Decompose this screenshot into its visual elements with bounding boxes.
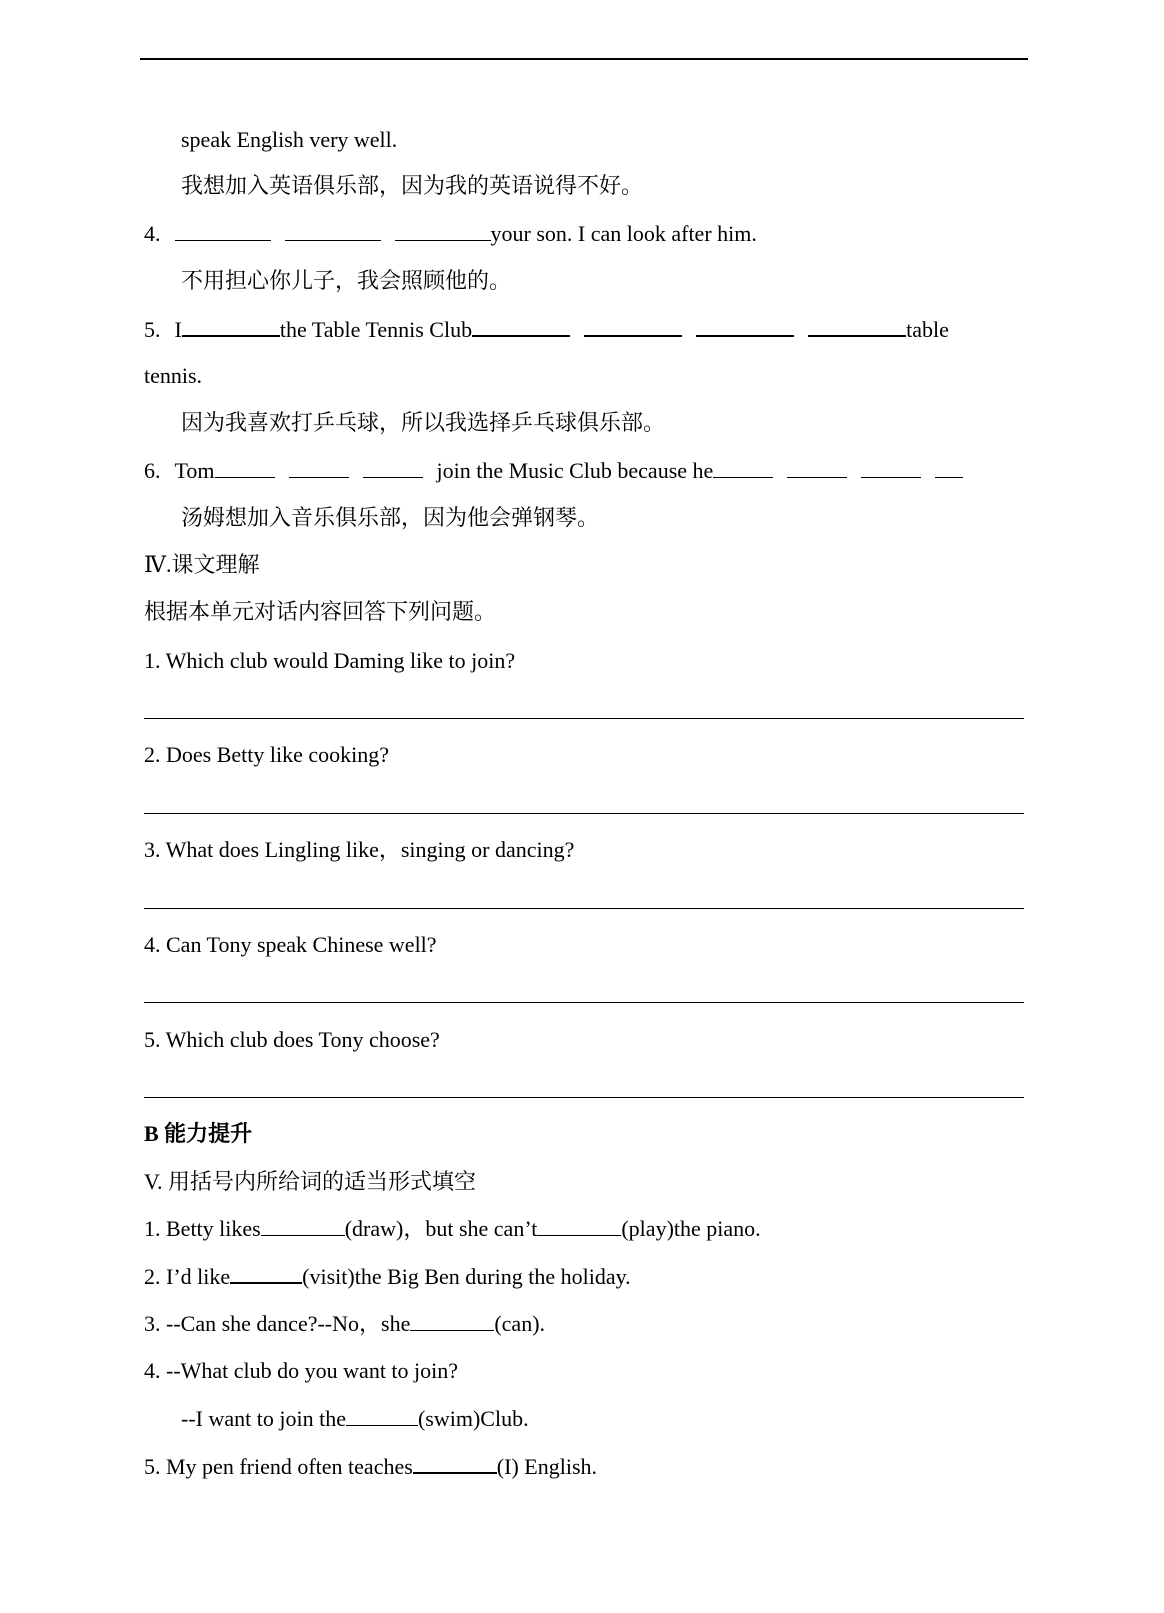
comprehension-question: 3. What does Lingling like，singing or dancing? [144,837,575,862]
blank[interactable] [787,459,847,478]
question-5: 5. I the Table Tennis Club table [144,317,949,342]
sentence-line: speak English very well. [181,127,398,152]
header-rule [140,58,1028,60]
fill-question-2: 2. I’d like (visit)the Big Ben during the holiday. [144,1264,631,1289]
section-v-title: V. 用括号内所给词的适当形式填空 [144,1169,477,1194]
answer-line[interactable] [144,813,1024,814]
blank[interactable] [363,459,423,478]
blank[interactable] [346,1407,418,1426]
translation-line: 因为我喜欢打乒乓球，所以我选择乒乓球俱乐部。 [181,410,666,435]
blank[interactable] [413,1454,497,1474]
section-iv-instructions: 根据本单元对话内容回答下列问题。 [144,599,497,624]
blank[interactable] [175,222,271,241]
blank[interactable] [861,459,921,478]
blank[interactable] [808,317,906,337]
section-b-title: B 能力提升 [144,1121,253,1146]
blank[interactable] [696,317,794,337]
translation-line: 不用担心你儿子，我会照顾他的。 [181,268,512,293]
blank[interactable] [713,459,773,478]
comprehension-question: 5. Which club does Tony choose? [144,1027,440,1052]
question-4: 4. your son. I can look after him. [144,221,757,246]
fill-question-4: 4. --What club do you want to join? [144,1358,459,1383]
answer-line[interactable] [144,718,1024,719]
fill-question-5: 5. My pen friend often teaches (I) English. [144,1454,597,1479]
blank[interactable] [472,317,570,337]
answer-line[interactable] [144,1097,1024,1098]
blank[interactable] [261,1217,345,1236]
translation-line: 我想加入英语俱乐部，因为我的英语说得不好。 [181,173,644,198]
comprehension-question: 1. Which club would Daming like to join? [144,648,516,673]
blank[interactable] [537,1217,621,1236]
blank[interactable] [584,317,682,337]
blank[interactable] [395,222,491,241]
blank[interactable] [289,459,349,478]
blank[interactable] [285,222,381,241]
blank[interactable] [935,459,963,478]
blank[interactable] [230,1264,302,1284]
blank[interactable] [215,459,275,478]
fill-question-4-response: --I want to join the (swim)Club. [181,1406,529,1431]
translation-line: 汤姆想加入音乐俱乐部，因为他会弹钢琴。 [181,505,600,530]
answer-line[interactable] [144,1002,1024,1003]
fill-question-3: 3. --Can she dance?--No，she (can). [144,1311,546,1336]
blank[interactable] [182,317,280,337]
question-5-wrap: tennis. [144,363,203,388]
section-iv-title: Ⅳ.课文理解 [144,552,260,577]
comprehension-question: 2. Does Betty like cooking? [144,742,390,767]
comprehension-question: 4. Can Tony speak Chinese well? [144,932,437,957]
question-6: 6. Tom join the Music Club because he [144,457,963,485]
fill-question-1: 1. Betty likes (draw)，but she can’t (play)the piano. [144,1216,761,1241]
answer-line[interactable] [144,908,1024,909]
blank[interactable] [410,1312,494,1331]
